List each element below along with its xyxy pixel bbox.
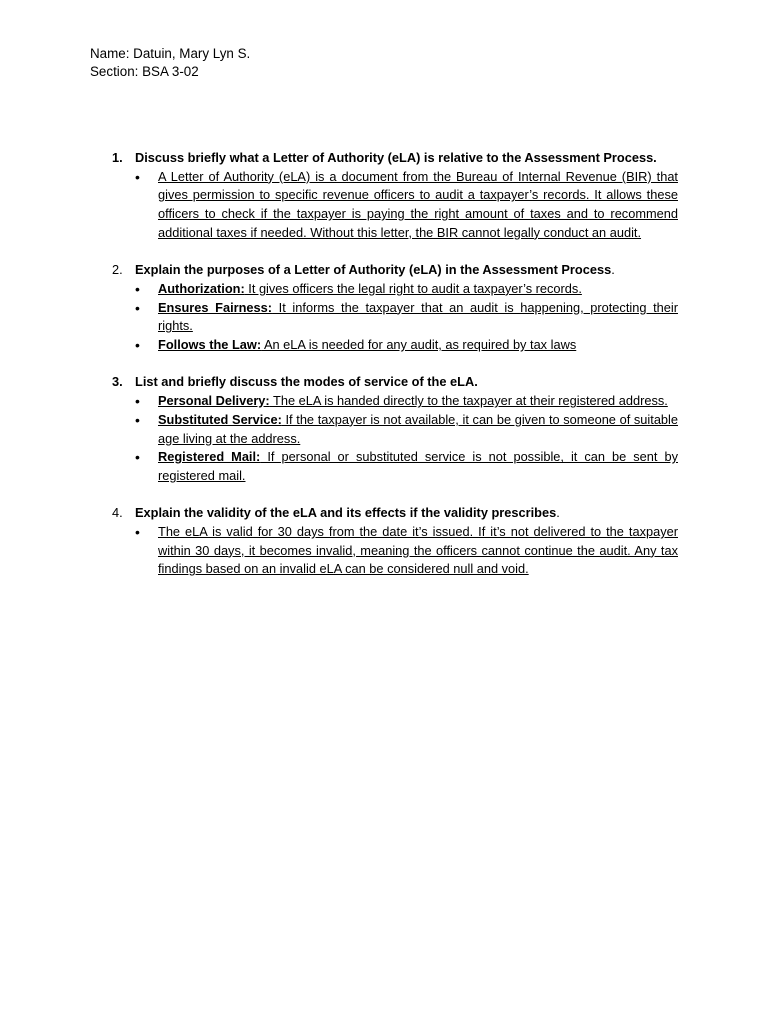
answer-list <box>135 168 678 243</box>
answer-term: Ensures Fairness: <box>158 299 273 315</box>
bullet-icon: • <box>135 524 140 541</box>
question-number: 2. <box>112 262 123 278</box>
question-list <box>90 149 678 598</box>
question-prompt: Explain the validity of the eLA and its effects if the validity prescribes <box>135 505 557 521</box>
question-text <box>135 149 678 168</box>
answer-term: Substituted Service: <box>158 411 282 427</box>
answer-item <box>135 299 678 336</box>
student-name: Name: Datuin, Mary Lyn S. <box>90 46 251 61</box>
question-prompt: Explain the purposes of a Letter of Authority (eLA) in the Assessment Process <box>135 262 612 278</box>
answer-text: It informs the taxpayer that an audit is happening, protecting their rights. <box>158 299 678 334</box>
question-text <box>135 373 678 392</box>
answer-text: If the taxpayer is not available, it can be given to someone of suitable age living at the address. <box>158 411 679 446</box>
bullet-icon: • <box>135 411 140 428</box>
answer-item <box>135 448 678 485</box>
answer-list <box>135 280 678 355</box>
bullet-icon: • <box>135 449 140 466</box>
answer-text: The eLA is valid for 30 days from the date it’s issued. If it’s not delivered to the taxpayer within 30 days, it becomes invalid, meaning the officers cannot continue the audit. Any tax findings based on an invalid eLA can be considered null and void. <box>158 524 678 577</box>
answer-item <box>135 280 678 299</box>
answer-text: An eLA is needed for any audit, as required by tax laws <box>261 337 577 353</box>
answer-list <box>135 392 678 486</box>
question-text <box>135 504 678 523</box>
answer-item <box>135 168 678 243</box>
answer-term: Follows the Law: <box>158 337 262 353</box>
question-item <box>90 504 678 579</box>
answer-item <box>135 336 678 355</box>
question-prompt: Discuss briefly what a Letter of Authority (eLA) is relative to the Assessment Process. <box>135 150 657 165</box>
bullet-icon: • <box>135 280 140 297</box>
answer-text: It gives officers the legal right to audit a taxpayer’s records. <box>244 280 582 296</box>
bullet-icon: • <box>135 337 140 354</box>
answer-text: A Letter of Authority (eLA) is a document from the Bureau of Internal Revenue (BIR) that gives permission to specific revenue officers to audit a taxpayer’s records. It allows these officers to check if the taxpayer is paying the right amount of taxes and to recommend additional taxes if needed. Without this letter, the BIR cannot legally conduct an audit. <box>158 168 678 240</box>
question-item <box>90 261 678 355</box>
question-item <box>90 373 678 485</box>
answer-term: Authorization: <box>158 280 245 296</box>
answer-term: Registered Mail: <box>158 449 261 465</box>
student-section: Section: BSA 3-02 <box>90 64 199 79</box>
document-header <box>90 45 250 81</box>
question-number: 4. <box>112 505 123 521</box>
answer-text: If personal or substituted service is not possible, it can be sent by registered mail. <box>158 449 678 483</box>
question-number: 3. <box>112 374 123 390</box>
answer-item <box>135 392 678 411</box>
question-prompt: List and briefly discuss the modes of service of the eLA. <box>135 374 478 390</box>
question-trailing: . <box>556 505 560 521</box>
question-number: 1. <box>112 150 123 165</box>
question-trailing: . <box>611 262 615 278</box>
question-text <box>135 261 678 280</box>
bullet-icon: • <box>135 393 140 410</box>
question-item <box>90 149 678 243</box>
answer-item <box>135 523 678 579</box>
bullet-icon: • <box>135 299 140 316</box>
answer-item <box>135 411 678 448</box>
bullet-icon: • <box>135 168 140 185</box>
answer-term: Personal Delivery: <box>158 393 270 409</box>
answer-list <box>135 523 678 579</box>
answer-text: The eLA is handed directly to the taxpayer at their registered address. <box>269 393 668 409</box>
